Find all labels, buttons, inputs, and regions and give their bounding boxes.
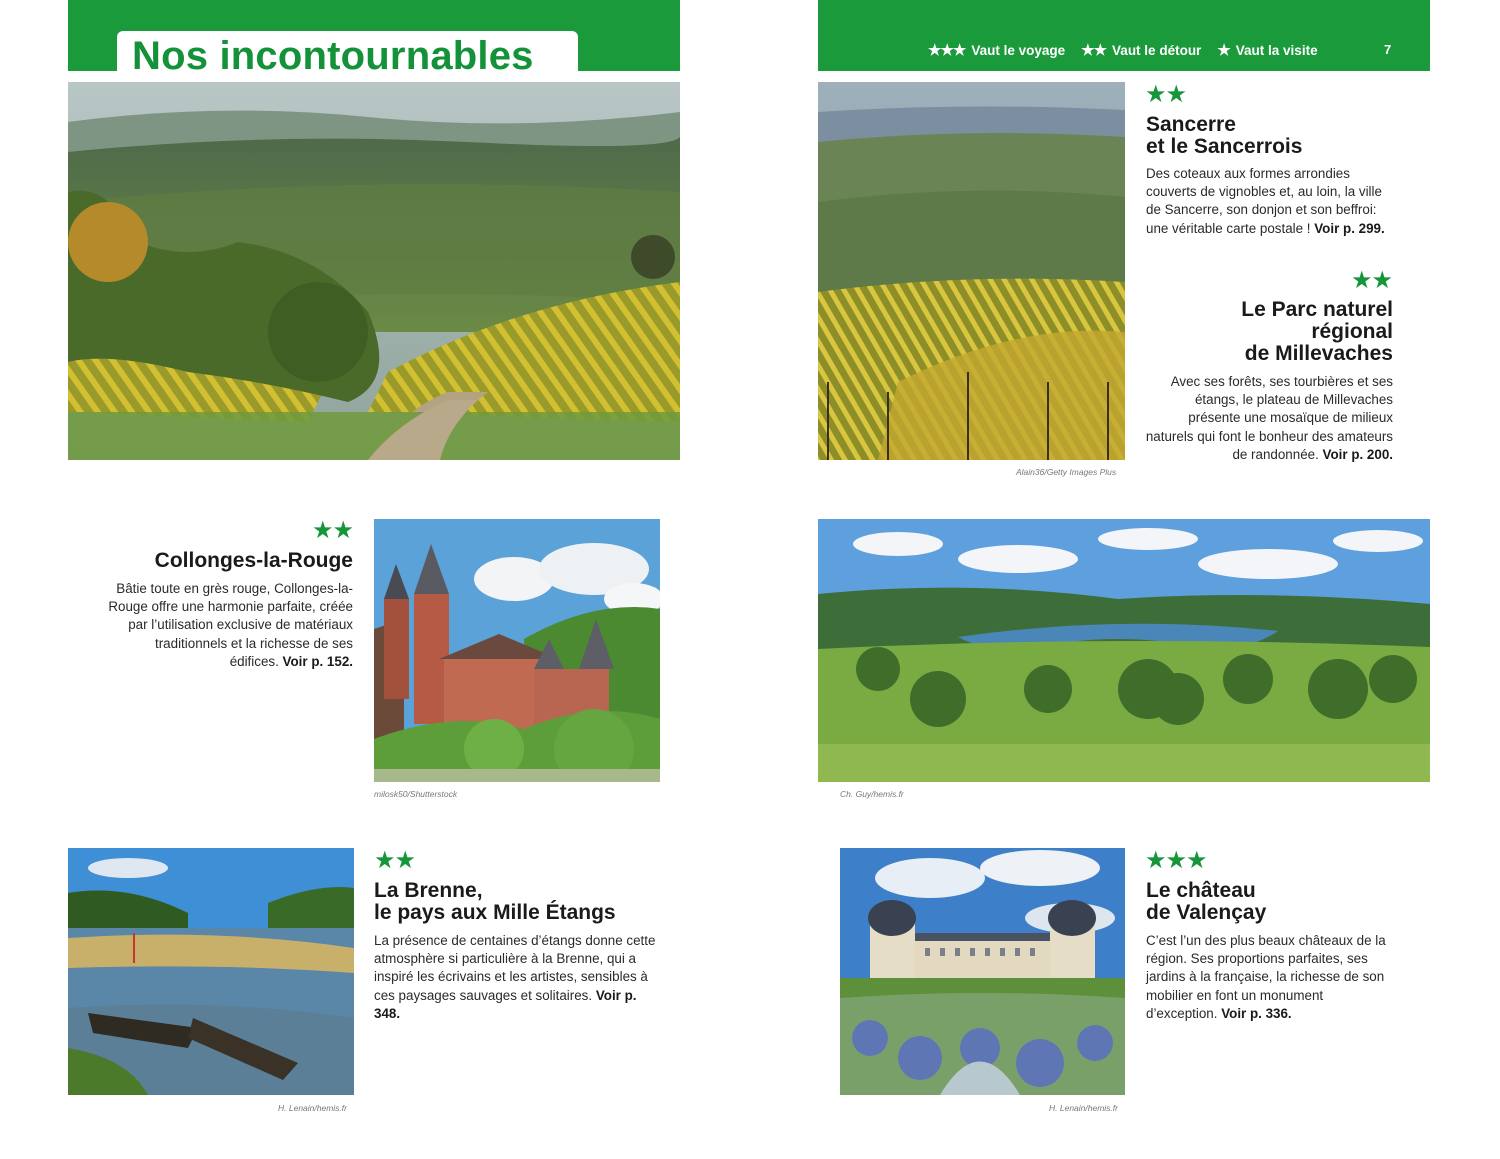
brenne-stars: ★★ [374, 847, 416, 874]
collonges-village-photo [374, 519, 660, 782]
sancerre-stars: ★★ [1145, 81, 1187, 108]
legend-stars-3: ★★★ [928, 42, 966, 59]
collonges-text: Bâtie toute en grès rouge, Collonges-la-Rouge offre une harmonie parfaite, créée par l’utilisation exclusive de matériaux traditionnels et la richesse de ses édifices. [108, 581, 353, 669]
collonges-stars: ★★ [311, 517, 353, 544]
vineyard-landscape-photo [68, 82, 680, 460]
brenne-description [374, 932, 664, 1023]
sancerre-text: Des coteaux aux formes arrondies couverts de vignobles et, au loin, la ville de Sancerre, son donjon et son beffroi: une véritable carte postale ! [1146, 166, 1382, 236]
millevaches-stars: ★★ [1350, 267, 1392, 294]
sancerre-heading: Sancerre et le Sancerrois [1146, 113, 1303, 158]
millevaches-text: Avec ses forêts, ses tourbières et ses étangs, le plateau de Millevaches présente une mosaïque de milieux naturels qui font le bonheur des amateurs de randonnée. [1145, 374, 1393, 462]
brenne-heading: La Brenne, le pays aux Mille Étangs [374, 879, 616, 924]
valencay-text: C’est l’un des plus beaux châteaux de la région. Ses proportions parfaites, ses jardins à la française, la richesse de son mobilier en font un monument d’exception. [1146, 933, 1386, 1021]
page-title: Nos incontournables [132, 34, 534, 78]
millevaches-description [1145, 373, 1393, 464]
millevaches-photo-credit: Ch. Guy/hemis.fr [840, 789, 904, 799]
valencay-photo-credit: H. Lenain/hemis.fr [1049, 1103, 1118, 1113]
legend-label-3: Vaut le voyage [971, 42, 1066, 58]
legend-stars-2: ★★ [1081, 42, 1107, 59]
valencay-chateau-photo [840, 848, 1125, 1095]
collonges-description [105, 580, 353, 671]
sancerre-vineyard-photo [818, 82, 1125, 460]
star-legend [928, 40, 1318, 60]
millevaches-lake-photo [818, 519, 1430, 782]
legend-stars-1: ★ [1217, 42, 1230, 59]
valencay-page-ref: Voir p. 336. [1221, 1005, 1292, 1021]
page-number: 7 [1384, 42, 1392, 57]
brenne-photo-credit: H. Lenain/hemis.fr [278, 1103, 347, 1113]
collonges-photo-credit: milosk50/Shutterstock [374, 789, 458, 799]
valencay-description [1146, 932, 1396, 1023]
valencay-heading: Le château de Valençay [1146, 879, 1267, 924]
sancerre-page-ref: Voir p. 299. [1314, 220, 1385, 236]
right-header-band [818, 0, 1430, 71]
millevaches-page-ref: Voir p. 200. [1322, 446, 1393, 462]
valencay-stars: ★★★ [1145, 847, 1207, 874]
sancerre-description [1146, 165, 1391, 238]
brenne-text: La présence de centaines d’étangs donne cette atmosphère si particulière à la Brenne, qui a inspiré les écrivains et les artistes, sensibles à ces paysages sauvages et solitaires. [374, 933, 656, 1003]
brenne-page-ref: Voir p. 348. [374, 987, 637, 1021]
brenne-pond-photo [68, 848, 354, 1095]
sancerre-photo-credit: Alain36/Getty Images Plus [1016, 467, 1117, 477]
collonges-heading: Collonges-la-Rouge [154, 549, 353, 572]
legend-label-2: Vaut le détour [1112, 42, 1202, 58]
millevaches-heading: Le Parc naturel régional de Millevaches [1241, 298, 1393, 365]
collonges-page-ref: Voir p. 152. [282, 653, 353, 669]
legend-label-1: Vaut la visite [1235, 42, 1318, 58]
